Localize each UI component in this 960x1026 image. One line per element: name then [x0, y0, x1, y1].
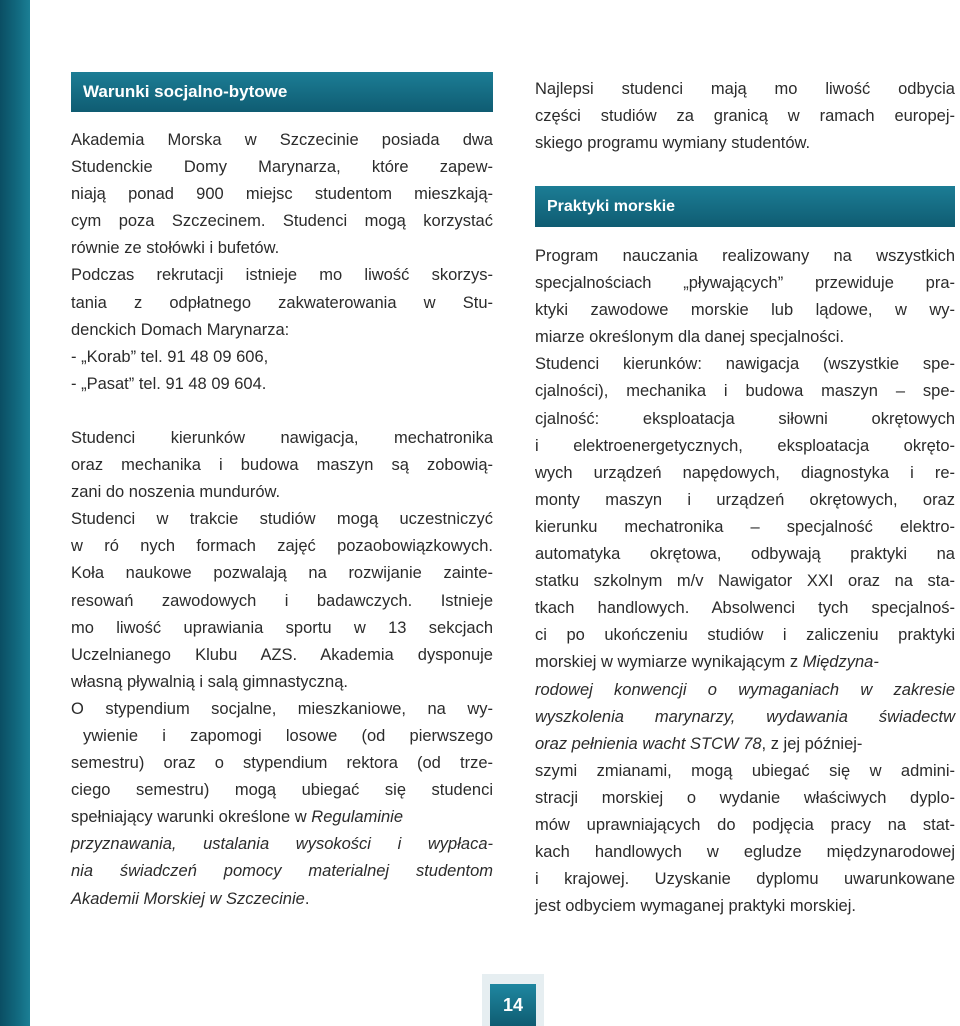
italic-line: rodowej konwencji o wymaganiach w zakresie: [535, 680, 955, 699]
text-line-italic: [71, 886, 493, 913]
text-line: kierunku mechatronika – specjalność elektro-: [535, 517, 955, 536]
text-fragment: , z jej później-: [761, 734, 863, 753]
text-line: O stypendium socjalne, mieszkaniowe, na wy-: [71, 699, 493, 718]
text-fragment: spełniający warunki określone w: [71, 808, 307, 827]
text-fragment: .: [304, 889, 310, 908]
text-line: monty maszyn i urządzeń okrętowych, oraz: [535, 490, 955, 509]
italic-line: Akademii Morskiej w Szczecinie: [71, 889, 305, 908]
decorative-side-band: [0, 0, 30, 1026]
text-line: automatyka okrętowa, odbywają praktyki na: [535, 545, 955, 564]
text-line: Uczelnianego Klubu AZS. Akademia dysponuje: [71, 645, 493, 664]
right-body: [535, 243, 955, 920]
text-line: resowań zawodowych i badawczych. Istnieje: [71, 591, 493, 610]
text-line: własną pływalnią i salą gimnastyczną.: [71, 672, 348, 691]
text-line: Program nauczania realizowany na wszystkich: [535, 247, 955, 265]
text-line-italic: [535, 677, 955, 704]
text-line: ci po ukończeniu studiów i zaliczeniu praktyki: [535, 626, 955, 645]
italic-miedzyna: Międzyna-: [802, 653, 879, 672]
text-line: Studenci kierunków nawigacja, mechatronika: [71, 428, 493, 447]
text-line: tania z odpłatnego zakwaterowania w Stu-: [71, 293, 493, 312]
text-line: cym poza Szczecinem. Studenci mogą korzystać: [71, 212, 493, 231]
text-line: wych urządzeń napędowych, diagnostyka i re-: [535, 463, 955, 482]
text-line: [71, 804, 493, 831]
text-line-italic: [71, 831, 493, 858]
text-line: - „Pasat” tel. 91 48 09 604.: [71, 374, 267, 393]
italic-line: wyszkolenia marynarzy, wydawania świadectw: [535, 707, 955, 726]
text-line: szymi zmianami, mogą ubiegać się w admini-: [535, 761, 955, 780]
text-line: i krajowej. Uzyskanie dyplomu uwarunkowane: [535, 870, 955, 889]
text-line: [535, 649, 955, 676]
text-line: mów uprawniających do podjęcia pracy na stat-: [535, 815, 955, 834]
text-line: równie ze stołówki i bufetów.: [71, 239, 280, 258]
text-line: części studiów za granicą w ramach europej-: [535, 107, 955, 126]
text-line: oraz mechanika i budowa maszyn są zobowią-: [71, 456, 493, 475]
text-line-italic: [535, 704, 955, 731]
text-line: skiego programu wymiany studentów.: [535, 134, 811, 153]
blank-line: [71, 398, 493, 425]
text-line: Podczas rekrutacji istnieje mo liwość skorzys-: [71, 266, 493, 285]
italic-regulamin: Regulaminie: [311, 808, 404, 827]
text-line: Studenci kierunków: nawigacja (wszystkie spe-: [535, 355, 955, 374]
right-intro: [535, 76, 955, 157]
text-line: jest odbyciem wymaganej praktyki morskiej.: [535, 897, 856, 916]
text-line: zani do noszenia mundurów.: [71, 483, 281, 502]
text-line: semestru) oraz o stypendium rektora (od trze-: [71, 754, 493, 773]
text-line: - „Korab” tel. 91 48 09 606,: [71, 347, 269, 366]
text-fragment: morskiej w wymiarze wynikającym z: [535, 653, 799, 672]
text-line: miarze określonym dla danej specjalności.: [535, 328, 845, 347]
text-line: statku szkolnym m/v Nawigator XXI oraz na sta-: [535, 572, 955, 591]
text-line: kach handlowych w egludze międzynarodowej: [535, 843, 955, 862]
text-line: denckich Domach Marynarza:: [71, 320, 290, 339]
text-line: ktyki zawodowe morskie lub lądowe, w wy-: [535, 301, 955, 320]
page-number: 14: [490, 984, 536, 1026]
text-line: ciego semestru) mogą ubiegać się studenci: [71, 781, 493, 800]
text-line: cjalność: eksploatacja siłowni okrętowych: [535, 409, 955, 428]
text-line: cjalności), mechanika i budowa maszyn – spe-: [535, 382, 955, 401]
text-line: niają ponad 900 miejsc studentom mieszkają-: [71, 185, 493, 204]
text-line: tkach handlowych. Absolwenci tych specjalnoś-: [535, 599, 955, 618]
text-line: Studenckie Domy Marynarza, które zapew-: [71, 158, 493, 177]
page-number-frame: [482, 974, 544, 1026]
text-line: [535, 731, 955, 758]
italic-line: przyznawania, ustalania wysokości i wypłaca-: [71, 835, 493, 854]
text-line: i elektroenergetycznych, eksploatacja okręto-: [535, 436, 955, 455]
text-line: stracji morskiej o wydanie właściwych dyplo-: [535, 788, 955, 807]
section-header-warunki: Warunki socjalno-bytowe: [71, 72, 493, 112]
text-line: specjalnościach „pływających” przewiduje pra-: [535, 274, 955, 293]
section-header-praktyki: Praktyki morskie: [535, 186, 955, 227]
italic-line: nia świadczeń pomocy materialnej studentom: [71, 862, 493, 881]
left-body: [71, 127, 493, 913]
italic-line: oraz pełnienia wacht STCW 78: [535, 734, 762, 753]
text-line: ywienie i zapomogi losowe (od pierwszego: [83, 726, 493, 745]
text-line: Studenci w trakcie studiów mogą uczestniczyć: [71, 510, 493, 529]
text-line: Najlepsi studenci mają mo liwość odbycia: [535, 80, 955, 98]
text-line: mo liwość uprawiania sportu w 13 sekcjach: [71, 618, 493, 637]
text-line: Koła naukowe pozwalają na rozwijanie zainte-: [71, 564, 493, 583]
text-line: w ró nych formach zajęć pozaobowiązkowych.: [71, 537, 493, 556]
text-line: Akademia Morska w Szczecinie posiada dwa: [71, 131, 493, 149]
text-line-italic: [71, 858, 493, 885]
